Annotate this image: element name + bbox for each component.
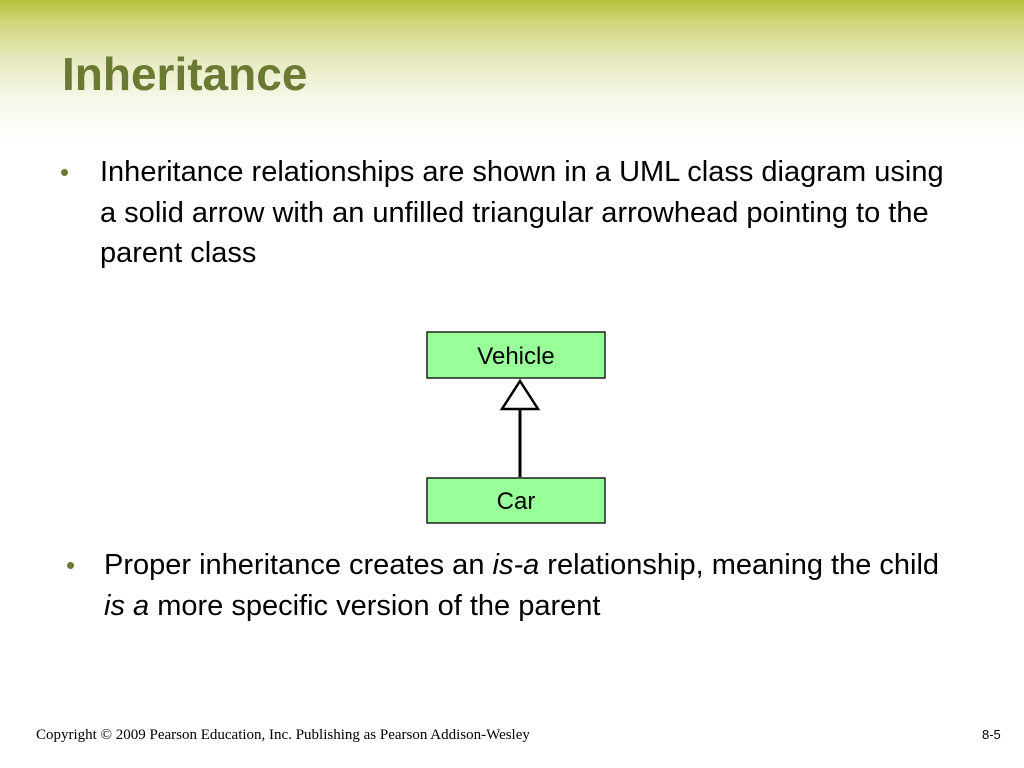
text-run: more specific version of the parent [149,589,601,622]
parent-class-box [427,332,605,378]
text-run: relationship, meaning the child [539,549,940,581]
bullet-point-2 [66,545,966,670]
hollow-triangle-arrowhead-icon [502,381,538,409]
text-run: Inheritance relationships are shown in a UML class diagram using a solid arrow with an unfilled triangular arrowhead pointing to the parent class [100,156,944,269]
copyright-footer: Copyright © 2009 Pearson Education, Inc. Publishing as Pearson Addison-Wesley [36,727,530,743]
child-class-label: Car [496,488,536,515]
bullet-text [104,545,964,626]
bullet-marker: • [66,550,76,580]
parent-class-label: Vehicle [477,343,555,370]
page-number: 8-5 [982,727,1001,742]
child-class-box [427,478,605,523]
emphasized-term: is-a [492,549,540,581]
slide-title: Inheritance [62,48,308,100]
bullet-marker: • [60,157,70,187]
emphasized-term: is a [104,589,150,622]
text-run: Proper inheritance creates an [104,549,493,581]
